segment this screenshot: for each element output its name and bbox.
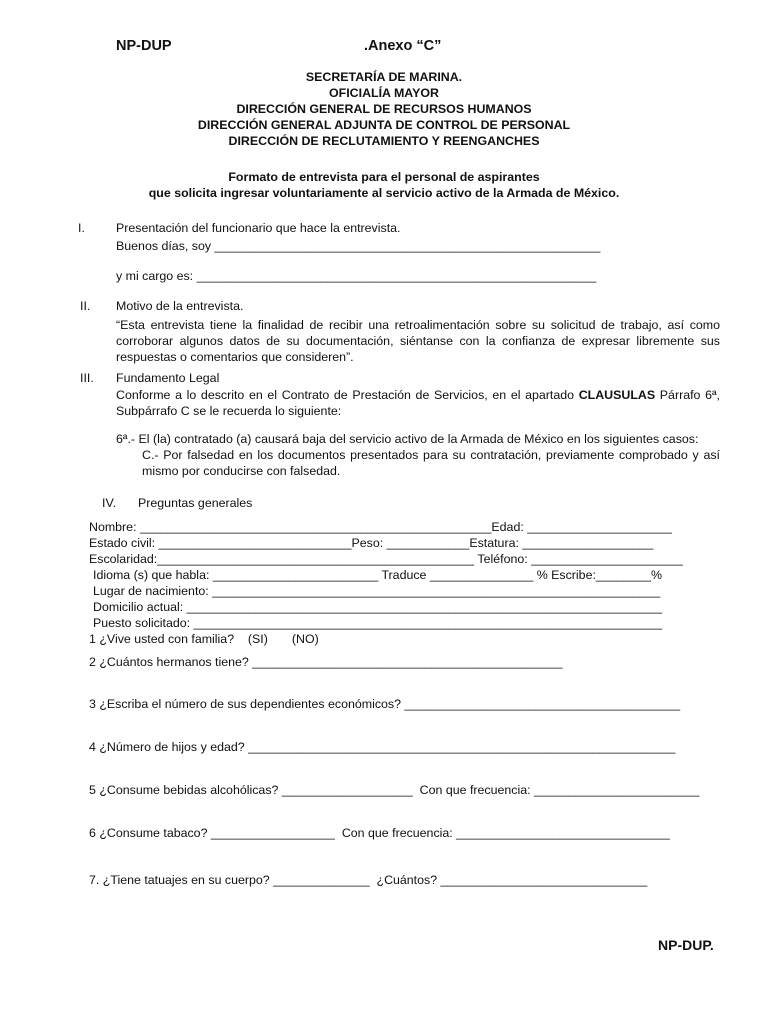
question-6: 6 ¿Consume tabaco? __________________ Con que frecuencia: _______________________________ <box>89 826 670 840</box>
interviewer-name-line: Buenos días, soy ________________________________________________________ <box>116 239 601 253</box>
institution-line-3: DIRECCIÓN GENERAL DE RECURSOS HUMANOS <box>236 102 532 116</box>
annex-label: .Anexo “C” <box>364 38 442 54</box>
section-1-title: Presentación del funcionario que hace la entrevista. <box>116 221 401 235</box>
institution-line-5: DIRECCIÓN DE RECLUTAMIENTO Y REENGANCHES <box>228 134 540 148</box>
field-languages: Idioma (s) que habla: ________________________ Traduce _______________ % Escribe:________% <box>93 568 663 582</box>
legal-basis-text: Conforme a lo descrito en el Contrato de Prestación de Servicios, en el apartado CLAUSULAS Párrafo 6ª, Subpárrafo C se le recuerda lo siguiente: <box>116 388 721 418</box>
question-3: 3 ¿Escriba el número de sus dependientes económicos? ________________________________________ <box>89 697 681 711</box>
question-2: 2 ¿Cuántos hermanos tiene? _____________________________________________ <box>89 655 563 669</box>
form-title-line-1: Formato de entrevista para el personal de aspirantes <box>228 170 540 184</box>
interview-purpose-text: “Esta entrevista tiene la finalidad de recibir una retroalimentación sobre su solicitud de trabajo, así como corroborar algunos datos de su documentación, siéntanse con la confianza de expresar libremente sus respuestas o comentarios que consideren”. <box>116 318 720 364</box>
field-civil-weight-height: Estado civil: ____________________________Peso: ____________Estatura: ___________________ <box>89 536 654 550</box>
form-title-line-2: que solicita ingresar voluntariamente al servicio activo de la Armada de México. <box>148 186 620 200</box>
clause-text: 6ª.- El (la) contratado (a) causará baja del servicio activo de la Armada de México en los siguientes casos: <box>116 432 699 446</box>
question-1: 1 ¿Vive usted con familia? (SI) (NO) <box>89 632 319 646</box>
section-3-number: III. <box>80 371 94 385</box>
field-position-requested: Puesto solicitado: ____________________________________________________________________ <box>93 616 663 630</box>
section-4-title: Preguntas generales <box>138 496 253 510</box>
footer-code: NP-DUP. <box>658 937 714 953</box>
section-1-number: I. <box>78 221 85 235</box>
subclause-text: C.- Por falsedad en los documentos presentados para su contratación, previamente comprobado y así mismo por conducirse con falsedad. <box>142 448 720 478</box>
institution-line-2: OFICIALÍA MAYOR <box>329 86 439 100</box>
field-address: Domicilio actual: _____________________________________________________________________ <box>93 600 663 614</box>
institution-line-1: SECRETARÍA DE MARINA. <box>305 70 463 84</box>
field-name-age: Nombre: ___________________________________________________Edad: _____________________ <box>89 520 672 534</box>
question-7: 7. ¿Tiene tatuajes en su cuerpo? ______________ ¿Cuántos? ______________________________ <box>89 873 648 887</box>
header-code: NP-DUP <box>116 38 172 54</box>
section-3-title: Fundamento Legal <box>116 371 220 385</box>
section-2-title: Motivo de la entrevista. <box>116 299 244 313</box>
interviewer-position-line: y mi cargo es: __________________________________________________________ <box>116 269 597 283</box>
question-4: 4 ¿Número de hijos y edad? ______________________________________________________________ <box>89 740 676 754</box>
question-5: 5 ¿Consume bebidas alcohólicas? ___________________ Con que frecuencia: ________________________ <box>89 783 700 797</box>
institution-line-4: DIRECCIÓN GENERAL ADJUNTA DE CONTROL DE PERSONAL <box>197 118 571 132</box>
section-4-number: IV. <box>102 496 117 510</box>
field-birthplace: Lugar de nacimiento: _________________________________________________________________ <box>93 584 661 598</box>
section-2-number: II. <box>80 299 91 313</box>
field-education-phone: Escolaridad:______________________________________________ Teléfono: ______________________ <box>89 552 683 566</box>
